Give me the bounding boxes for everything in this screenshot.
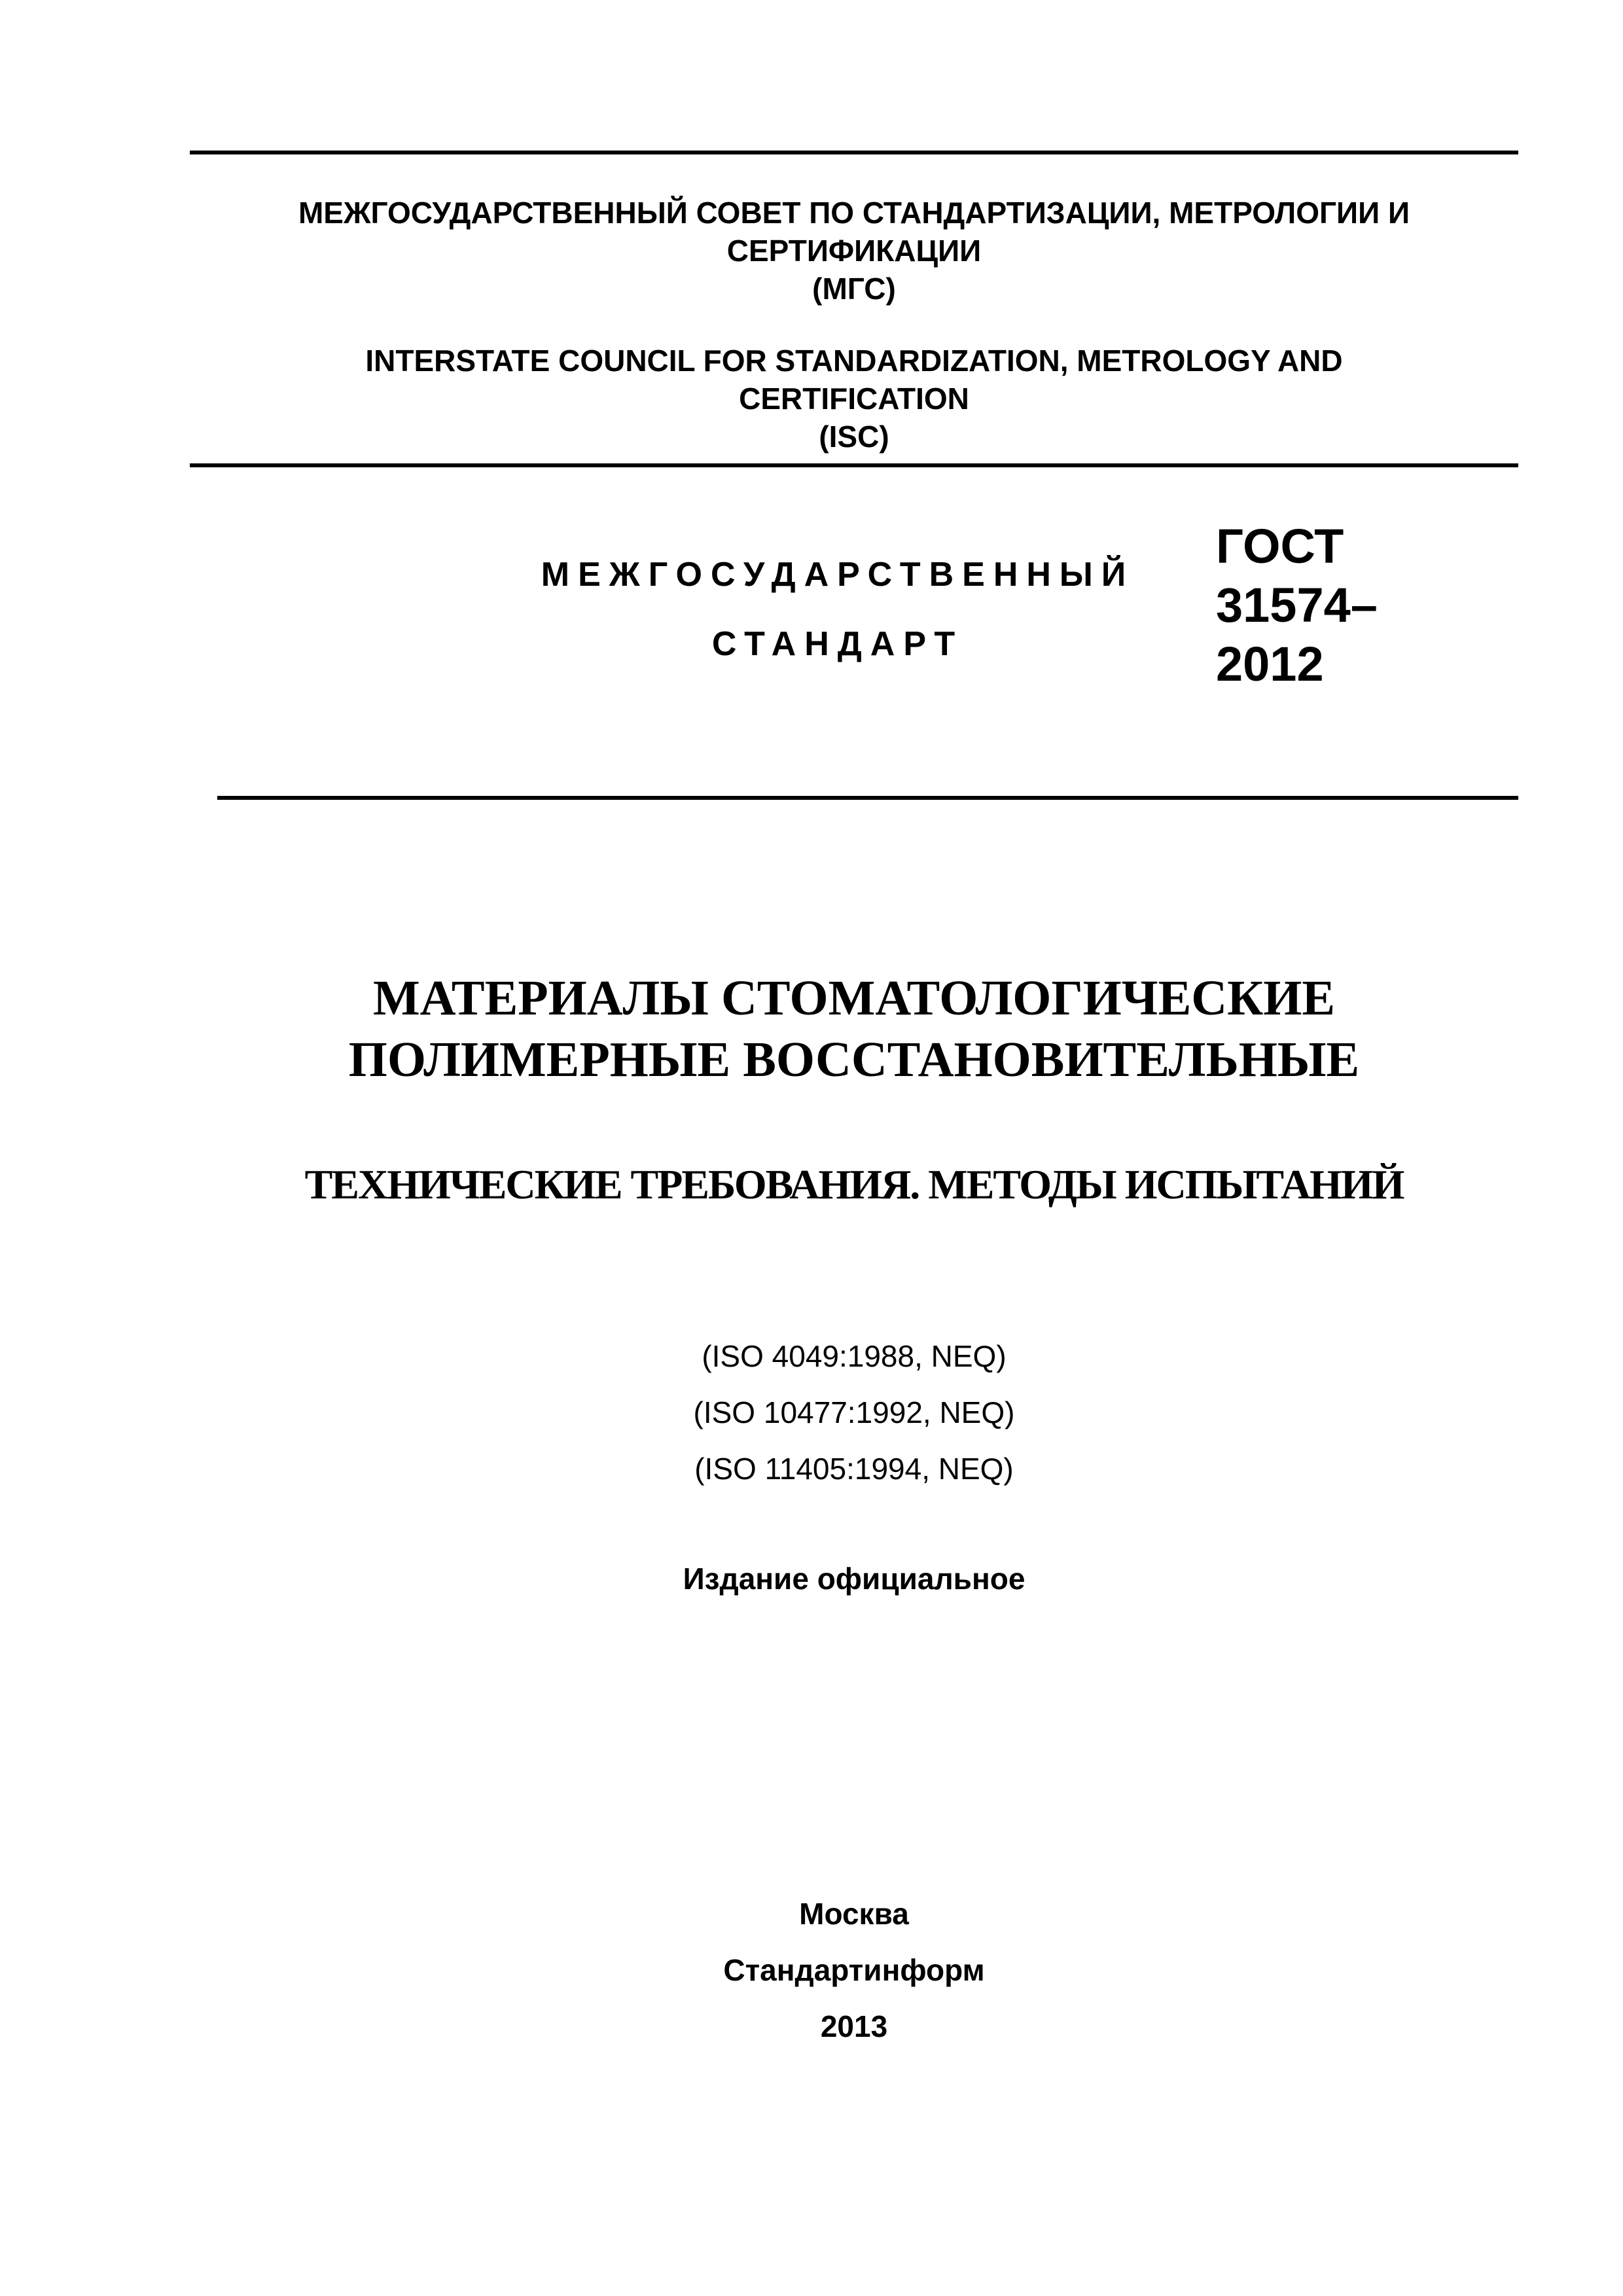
council-ru-line: МЕЖГОСУДАРСТВЕННЫЙ СОВЕТ ПО СТАНДАРТИЗАЦИИ, МЕТРОЛОГИИ И <box>298 196 1410 230</box>
standard-code-line: ГОСТ <box>1216 519 1344 573</box>
top-rule <box>190 151 1518 154</box>
lower-rule <box>217 796 1518 800</box>
imprint-city: Москва <box>799 1897 909 1931</box>
document-subtitle: ТЕХНИЧЕСКИЕ ТРЕБОВАНИЯ. МЕТОДЫ ИСПЫТАНИЙ <box>304 1161 1404 1208</box>
iso-reference: (ISO 11405:1994, NEQ) <box>694 1452 1014 1486</box>
council-en-line: CERTIFICATION <box>739 382 969 416</box>
document-title-line: МАТЕРИАЛЫ СТОМАТОЛОГИЧЕСКИЕ <box>372 971 1336 1026</box>
council-name-english <box>190 342 1518 456</box>
edition-note: Издание официальное <box>683 1562 1026 1596</box>
imprint-year: 2013 <box>820 2009 888 2043</box>
iso-reference: (ISO 10477:1992, NEQ) <box>693 1395 1015 1429</box>
council-ru-line: СЕРТИФИКАЦИИ <box>726 234 982 268</box>
council-name-russian <box>190 194 1518 308</box>
iso-reference: (ISO 4049:1988, NEQ) <box>702 1339 1007 1373</box>
standard-kind-line: МЕЖГОСУДАРСТВЕННЫЙ <box>541 556 1135 594</box>
standard-code-year: 2012 <box>1216 637 1324 691</box>
document-title-line: ПОЛИМЕРНЫЕ ВОССТАНОВИТЕЛЬНЫЕ <box>348 1032 1360 1087</box>
council-ru-abbreviation: (МГС) <box>812 272 896 306</box>
middle-rule <box>190 463 1518 467</box>
imprint-publisher: Стандартинформ <box>723 1953 985 1987</box>
standard-kind-line: СТАНДАРТ <box>711 625 964 663</box>
standard-code-line: 31574– <box>1216 578 1378 632</box>
council-en-abbreviation: (ISC) <box>819 420 889 454</box>
council-en-line: INTERSTATE COUNCIL FOR STANDARDIZATION, METROLOGY AND <box>365 344 1343 378</box>
